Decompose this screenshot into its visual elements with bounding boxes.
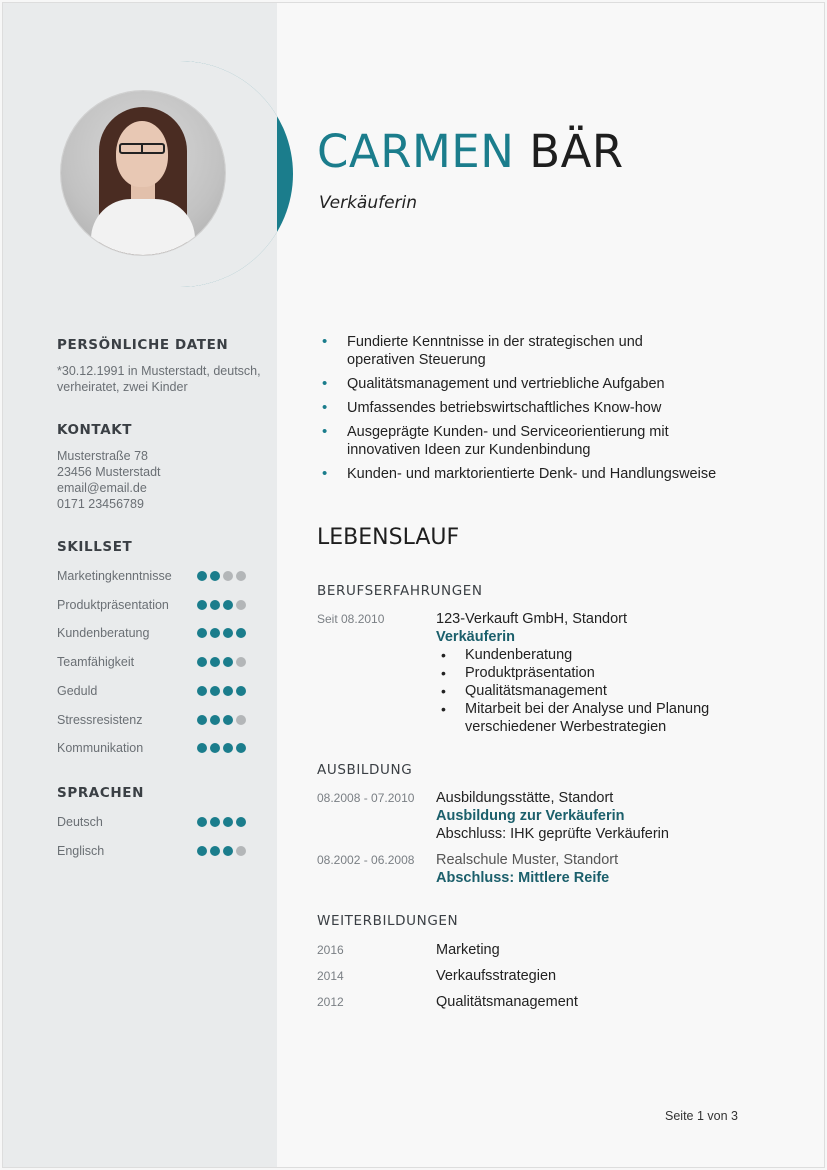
rating-dot-filled <box>210 817 220 827</box>
entry-title: Abschluss: Mittlere Reife <box>436 870 610 886</box>
rating-dot-filled <box>210 571 220 581</box>
rating-dots <box>197 686 246 696</box>
rating-dot-filled <box>223 743 233 753</box>
skill-label: Marketingkenntnisse <box>57 569 172 583</box>
skill-row <box>57 815 252 831</box>
rating-dots <box>197 743 246 753</box>
skill-row <box>57 598 252 614</box>
entry-place: Ausbildungsstätte, Standort <box>436 790 614 806</box>
rating-dot-filled <box>197 628 207 638</box>
entry-place: Realschule Muster, Standort <box>436 852 619 868</box>
skill-label: Geduld <box>57 683 98 698</box>
training-heading: WEITERBILDUNGEN <box>317 913 459 929</box>
rating-dot-filled <box>197 715 207 725</box>
last-name: BÄR <box>529 125 624 178</box>
skillset-heading: SKILLSET <box>57 539 133 555</box>
rating-dot-filled <box>197 686 207 696</box>
job-role: Verkäuferin <box>319 193 418 213</box>
rating-dot-filled <box>210 628 220 638</box>
rating-dot-filled <box>197 600 207 610</box>
rating-dot-filled <box>197 846 207 856</box>
rating-dot-filled <box>223 600 233 610</box>
rating-dot-empty <box>236 657 246 667</box>
rating-dot-filled <box>197 571 207 581</box>
list-item: • Kunden- und marktorientierte Denk- und Handlungsweise <box>319 465 759 483</box>
list-item: • Produktpräsentation <box>436 664 756 682</box>
rating-dot-filled <box>223 657 233 667</box>
entry-company: 123-Verkauft GmbH, Standort <box>436 611 628 627</box>
first-name: CARMEN <box>317 125 515 178</box>
task-list <box>436 646 756 736</box>
entry-date: 08.2002 - 06.2008 <box>317 853 415 867</box>
entry-topic: Verkaufsstrategien <box>436 968 557 984</box>
list-item: • Qualitätsmanagement und vertriebliche Aufgaben <box>319 375 759 393</box>
rating-dot-filled <box>236 817 246 827</box>
rating-dot-empty <box>223 571 233 581</box>
rating-dot-filled <box>210 600 220 610</box>
rating-dot-filled <box>223 846 233 856</box>
rating-dot-filled <box>236 628 246 638</box>
rating-dots <box>197 657 246 667</box>
rating-dot-filled <box>210 657 220 667</box>
profile-photo <box>61 91 225 255</box>
rating-dots <box>197 817 246 827</box>
skill-row <box>57 741 252 757</box>
education-heading: AUSBILDUNG <box>317 762 413 778</box>
skill-row <box>57 626 252 642</box>
rating-dot-empty <box>236 846 246 856</box>
full-name <box>317 125 624 178</box>
rating-dot-filled <box>210 686 220 696</box>
skill-label: Stressresistenz <box>57 712 143 727</box>
cv-title: LEBENSLAUF <box>317 525 460 550</box>
list-item: • Ausgeprägte Kunden- und Serviceorientierung mit innovativen Ideen zur Kundenbindung <box>319 423 759 459</box>
skill-row <box>57 655 252 671</box>
entry-date: Seit 08.2010 <box>317 612 385 626</box>
skill-row <box>57 569 252 585</box>
rating-dot-filled <box>210 743 220 753</box>
entry-date: 2014 <box>317 969 344 983</box>
list-item: • Fundierte Kenntnisse in der strategischen und operativen Steuerung <box>319 333 759 369</box>
page-number: Seite 1 von 3 <box>665 1109 738 1123</box>
list-item: • Umfassendes betriebswirtschaftliches Know-how <box>319 399 759 417</box>
entry-position: Verkäuferin <box>436 629 515 645</box>
contact-street: Musterstraße 78 <box>57 449 149 463</box>
entry-topic: Qualitätsmanagement <box>436 994 578 1010</box>
rating-dot-filled <box>210 715 220 725</box>
contact-heading: KONTAKT <box>57 422 133 438</box>
rating-dot-filled <box>223 628 233 638</box>
rating-dot-filled <box>197 657 207 667</box>
rating-dot-filled <box>236 743 246 753</box>
rating-dots <box>197 628 246 638</box>
skill-label: Deutsch <box>57 815 103 829</box>
cv-page <box>2 2 825 1168</box>
entry-topic: Marketing <box>436 942 500 958</box>
entry-date: 2012 <box>317 995 344 1009</box>
skill-label: Produktpräsentation <box>57 597 169 612</box>
entry-note: Abschluss: IHK geprüfte Verkäuferin <box>436 826 669 842</box>
personal-data-line: *30.12.1991 in Musterstadt, deutsch, <box>57 364 261 378</box>
contact-city: 23456 Musterstadt <box>57 465 161 479</box>
skill-label: Kommunikation <box>57 741 144 756</box>
personal-data-line: verheiratet, zwei Kinder <box>57 380 188 394</box>
entry-date: 2016 <box>317 943 344 957</box>
languages-heading: SPRACHEN <box>57 785 144 801</box>
contact-email[interactable]: email@email.de <box>57 481 147 495</box>
rating-dot-filled <box>223 686 233 696</box>
rating-dot-empty <box>236 571 246 581</box>
rating-dots <box>197 846 246 856</box>
rating-dot-filled <box>236 686 246 696</box>
skill-label: Kundenberatung <box>57 626 150 641</box>
skill-label: Teamfähigkeit <box>57 655 135 670</box>
rating-dot-filled <box>210 846 220 856</box>
rating-dots <box>197 715 246 725</box>
list-item: • Kundenberatung <box>436 646 756 664</box>
rating-dot-filled <box>197 743 207 753</box>
rating-dots <box>197 571 246 581</box>
highlights-list <box>319 333 759 489</box>
skill-row <box>57 684 252 700</box>
rating-dot-empty <box>236 715 246 725</box>
rating-dots <box>197 600 246 610</box>
skill-row <box>57 713 252 729</box>
rating-dot-empty <box>236 600 246 610</box>
list-item: • Qualitätsmanagement <box>436 682 756 700</box>
skill-label: Englisch <box>57 843 105 858</box>
entry-title: Ausbildung zur Verkäuferin <box>436 808 625 824</box>
rating-dot-filled <box>223 817 233 827</box>
skill-row <box>57 844 252 860</box>
list-item: • Mitarbeit bei der Analyse und Planung verschiedener Werbestrategien <box>436 700 756 736</box>
rating-dot-filled <box>197 817 207 827</box>
rating-dot-filled <box>223 715 233 725</box>
experience-heading: BERUFSERFAHRUNGEN <box>317 583 483 599</box>
contact-phone[interactable]: 0171 23456789 <box>57 497 144 511</box>
personal-data-heading: PERSÖNLICHE DATEN <box>57 337 229 353</box>
entry-date: 08.2008 - 07.2010 <box>317 791 415 805</box>
